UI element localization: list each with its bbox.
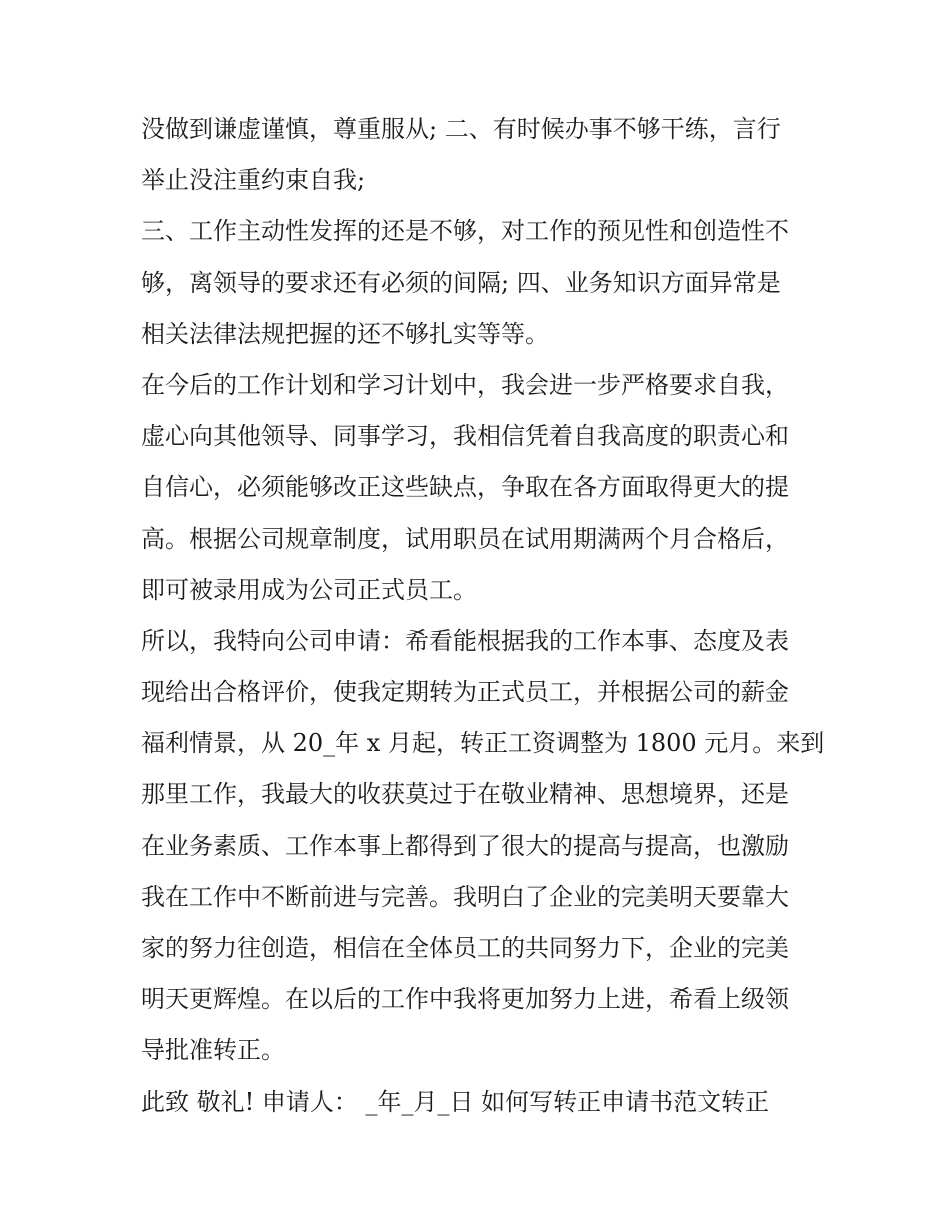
text-line: 三、工作主动性发挥的还是不够，对工作的预见性和创造性不 — [141, 217, 789, 246]
text-line: 导批准转正。 — [141, 1036, 285, 1065]
text-line: 自信心，必须能够改正这些缺点，争取在各方面取得更大的提 — [141, 473, 789, 502]
document-body — [141, 104, 825, 1128]
text-line: 在今后的工作计划和学习计划中，我会进一步严格要求自我， — [141, 370, 789, 399]
text-line: 那里工作，我最大的收获莫过于在敬业精神、思想境界，还是 — [141, 780, 789, 809]
text-line: 家的努力往创造，相信在全体员工的共同努力下，企业的完美 — [141, 934, 789, 962]
text-line: 没做到谦虚谨慎，尊重服从; 二、有时候办事不够干练，言行 — [141, 115, 781, 143]
text-line: 高。根据公司规章制度，试用职员在试用期满两个月合格后， — [141, 524, 789, 553]
text-line: 举止没注重约束自我; — [141, 166, 366, 195]
text-line: 明天更辉煌。在以后的工作中我将更加努力上进，希看上级领 — [141, 985, 789, 1014]
text-line: 在业务素质、工作本事上都得到了很大的提高与提高，也激励 — [141, 831, 789, 860]
text-line: 我在工作中不断前进与完善。我明白了企业的完美明天要靠大 — [141, 882, 789, 911]
text-line: 现给出合格评价，使我定期转为正式员工，并根据公司的薪金 — [141, 678, 789, 707]
text-line: 够，离领导的要求还有必须的间隔; 四、业务知识方面异常是 — [141, 268, 781, 297]
text-line: 所以，我特向公司申请：希看能根据我的工作本事、态度及表 — [141, 626, 789, 655]
text-line: 即可被录用成为公司正式员工。 — [141, 575, 477, 604]
text-line: 虚心向其他领导、同事学习，我相信凭着自我高度的职责心和 — [141, 422, 789, 451]
text-line: 此致 敬礼! 申请人： _年_月_日 如何写转正申请书范文转正 — [141, 1087, 770, 1116]
text-line: 相关法律法规把握的还不够扎实等等。 — [141, 319, 549, 348]
text-line: 福利情景，从 20_年 x 月起，转正工资调整为 1800 元月。来到 — [141, 729, 825, 758]
